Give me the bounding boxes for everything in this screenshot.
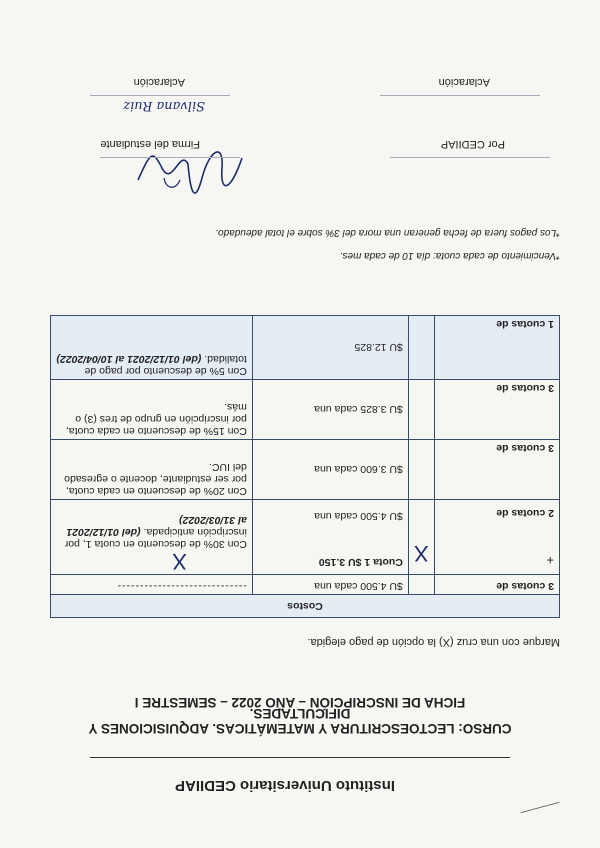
plus-sign: + [546,553,554,568]
title-rule [90,757,510,758]
price-cell: $U 3.600 cada una [252,440,408,500]
table-row[interactable] [51,500,560,575]
option-checkbox[interactable] [408,440,434,500]
institute-title: Instituto Universitario CEDIIAP [174,777,396,794]
late-fee-note: *Los pagos fuera de fecha generan una mora del 3% sobre el total adeudado. [215,227,560,238]
discount-dates: (del 01/12/2021 al 10/04/2022) [56,353,202,365]
student-clarification-line [90,95,230,96]
due-date-note: *Vencimiento de cada cuota: día 10 de cada mes. [339,250,560,261]
student-clarification-label: Aclaración [133,76,185,88]
discount-cell [51,500,253,575]
plan-label: 2 cuotas de [496,507,554,519]
plan-label: 3 cuotas de [434,380,559,440]
course-title: CURSO: LECTOESCRITURA Y MATEMÁTICAS. ADQUISICIONES Y DIFICULTADES. [88,706,512,736]
discount-cell [51,316,253,380]
costs-table [50,315,560,618]
costs-header-row [51,595,560,618]
option-checkbox[interactable] [408,316,434,380]
table-row[interactable] [51,316,560,380]
table-row[interactable] [51,575,560,595]
option-checkbox[interactable] [408,380,434,440]
plan-label: 1 cuotas de [434,316,559,380]
pen-stroke [521,802,560,813]
plan-label: 3 cuotas de [434,575,559,595]
student-signature-line [100,157,240,158]
instructions-text: Marque con una cruz (X) la opción de pago elegida. [307,636,560,648]
cediiap-signature-label: Por CEDIIAP [440,138,505,150]
price-cell: $U 4.500 cada una [252,575,408,595]
plan-label: 3 cuotas de [434,440,559,500]
table-row[interactable] [51,440,560,500]
costs-header: Costos [51,595,560,618]
price-cell: $U 3.825 cada una [252,380,408,440]
cediiap-clarification-line [380,95,540,96]
cediiap-clarification-label: Aclaración [438,76,490,88]
table-row[interactable] [51,380,560,440]
discount-cell: Con 15% de descuento en cada cuota, por inscripción en grupo de tres (3) o más. [51,380,253,440]
cross-mark: X [413,541,429,566]
option-checkbox[interactable] [408,500,434,575]
price-cell: $U 12.825 [252,316,408,380]
cross-mark: X [172,549,187,574]
discount-dates: (del 01/12/2021 al 31/03/2022) [66,514,247,538]
price-cell [252,500,408,575]
discount-cell: ----------------------------- [51,575,253,595]
option-checkbox[interactable] [408,575,434,595]
cediiap-signature-line [390,157,550,158]
discount-cell: Con 20% de descuento en cada cuota, por ser estudiante, docente o egresado del IUC. [51,440,253,500]
plan-cell [434,500,559,575]
student-handwritten-name: Silvana Ruiz [123,98,205,113]
installment-price: $U 4.500 cada una [314,510,403,522]
discount-text: Con 30% de descuento en cuota 1, por inscripción anticipada. [64,526,247,550]
first-installment: Cuota 1 $U 3.150 [318,556,403,568]
student-signature-label: Firma del estudiante [100,138,200,150]
form-title: FICHA DE INSCRIPCIÓN – AÑO 2022 – SEMESTRE I [134,695,466,710]
discount-text: Con 5% de descuento por pago de totalidad. [84,353,247,377]
